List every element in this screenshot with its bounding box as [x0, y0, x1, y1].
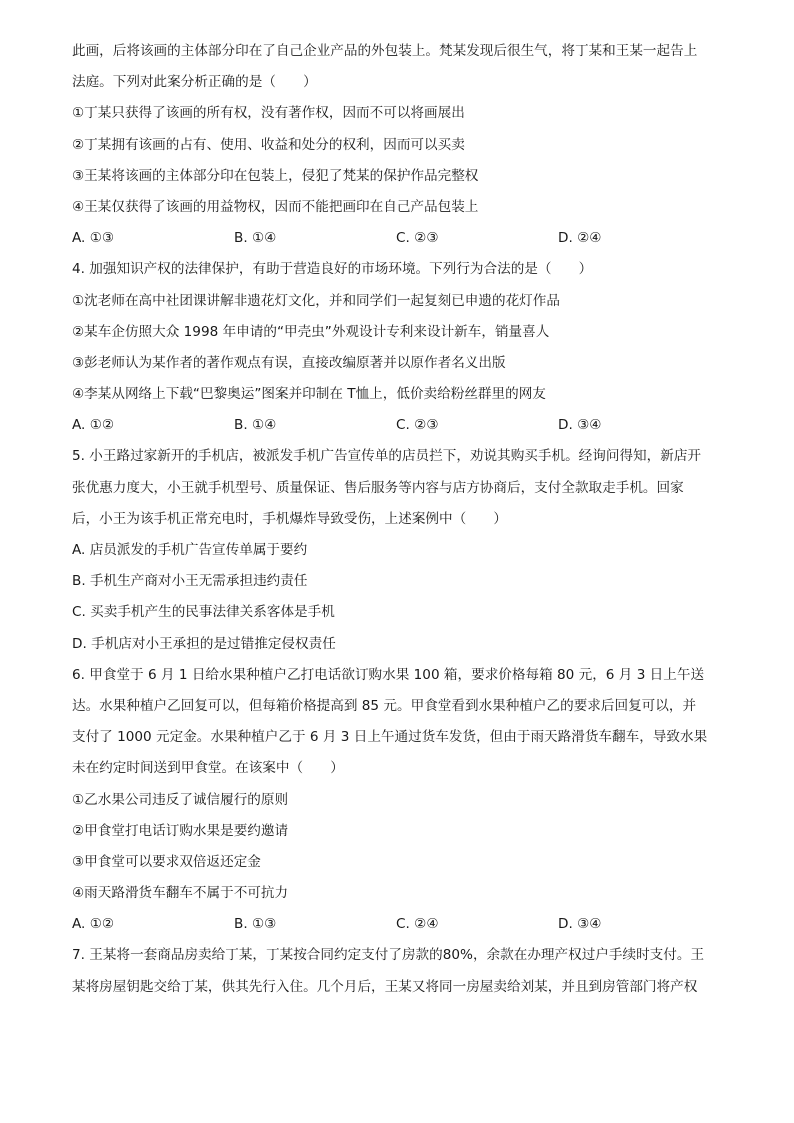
question-stem-line: 某将房屋钥匙交给丁某，供其先行入住。几个月后，王某又将同一房屋卖给刘某，并且到房管部门将产权 — [72, 978, 698, 995]
option-b: B. ①③ — [234, 916, 277, 933]
statement-item: ①丁某只获得了该画的所有权，没有著作权，因而不可以将画展出 — [72, 105, 465, 122]
answer-options — [72, 410, 724, 441]
option-d: D. ②④ — [558, 230, 602, 247]
statement-item: ②甲食堂打电话订购水果是要约邀请 — [72, 822, 289, 839]
answer-options — [72, 223, 724, 254]
question-stem-line: 张优惠力度大，小王就手机型号、质量保证、售后服务等内容与店方协商后，支付全款取走手机。回家 — [72, 479, 684, 496]
exam-page — [72, 36, 724, 1003]
statement-item: ②某车企仿照大众 1998 年申请的“甲壳虫”外观设计专利来设计新车，销量喜人 — [72, 323, 550, 340]
option-b: B. ①④ — [234, 230, 277, 247]
statement-item: ①乙水果公司违反了诚信履行的原则 — [72, 791, 289, 808]
choice-d: D. 手机店对小王承担的是过错推定侵权责任 — [72, 635, 336, 652]
statement-item: ①沈老师在高中社团课讲解非遗花灯文化，并和同学们一起复刻已申遗的花灯作品 — [72, 292, 560, 309]
answer-options — [72, 909, 724, 940]
statement-item: ④李某从网络上下载“巴黎奥运”图案并印制在 T恤上，低价卖给粉丝群里的网友 — [72, 386, 546, 403]
statement-item: ③彭老师认为某作者的著作观点有误，直接改编原著并以原作者名义出版 — [72, 354, 506, 371]
question-stem-line: 支付了 1000 元定金。水果种植户乙于 6 月 3 日上午通过货车发货，但由于雨天路滑货车翻车，导致水果 — [72, 729, 708, 746]
option-a: A. ①③ — [72, 230, 115, 247]
question-7 — [72, 940, 724, 1002]
question-stem-line: 7. 王某将一套商品房卖给丁某，丁某按合同约定支付了房款的80%，余款在办理产权过户手续时支付。王 — [72, 947, 705, 964]
question-stem-line: 5. 小王路过家新开的手机店，被派发手机广告宣传单的店员拦下，劝说其购买手机。经询问得知，新店开 — [72, 448, 702, 465]
statement-item: ③甲食堂可以要求双倍返还定金 — [72, 853, 261, 870]
option-d: D. ③④ — [558, 916, 602, 933]
question-6 — [72, 660, 724, 941]
question-stem-line: 后，小王为该手机正常充电时，手机爆炸导致受伤，上述案例中（ ） — [72, 510, 507, 527]
option-c: C. ②③ — [396, 230, 439, 247]
option-b: B. ①④ — [234, 417, 277, 434]
question-5 — [72, 441, 724, 659]
statement-item: ④雨天路滑货车翻车不属于不可抗力 — [72, 885, 289, 902]
question-stem-line: 未在约定时间送到甲食堂。在该案中（ ） — [72, 760, 344, 777]
option-a: A. ①② — [72, 916, 115, 933]
question-stem-line: 法庭。下列对此案分析正确的是（ ） — [72, 74, 317, 91]
choice-b: B. 手机生产商对小王无需承担违约责任 — [72, 573, 308, 590]
question-4 — [72, 254, 724, 441]
option-c: C. ②④ — [396, 916, 439, 933]
choice-c: C. 买卖手机产生的民事法律关系客体是手机 — [72, 604, 335, 621]
question-stem-line: 6. 甲食堂于 6 月 1 日给水果种植户乙打电话欲订购水果 100 箱，要求价格每箱 80 元，6 月 3 日上午送 — [72, 666, 705, 683]
question-stem-line: 此画，后将该画的主体部分印在了自己企业产品的外包装上。梵某发现后很生气，将丁某和王某一起告上 — [72, 43, 698, 59]
question-3 — [72, 36, 724, 254]
option-c: C. ②③ — [396, 417, 439, 434]
option-a: A. ①② — [72, 417, 115, 434]
question-stem-line: 4. 加强知识产权的法律保护，有助于营造良好的市场环境。下列行为合法的是（ ） — [72, 261, 593, 278]
statement-item: ③王某将该画的主体部分印在包装上，侵犯了梵某的保护作品完整权 — [72, 167, 479, 184]
question-stem-line: 达。水果种植户乙回复可以，但每箱价格提高到 85 元。甲食堂看到水果种植户乙的要求后回复可以，并 — [72, 697, 697, 714]
statement-item: ②丁某拥有该画的占有、使用、收益和处分的权利，因而可以买卖 — [72, 136, 465, 153]
choice-a: A. 店员派发的手机广告宣传单属于要约 — [72, 542, 308, 558]
statement-item: ④王某仅获得了该画的用益物权，因而不能把画印在自己产品包装上 — [72, 198, 479, 215]
option-d: D. ③④ — [558, 417, 602, 434]
